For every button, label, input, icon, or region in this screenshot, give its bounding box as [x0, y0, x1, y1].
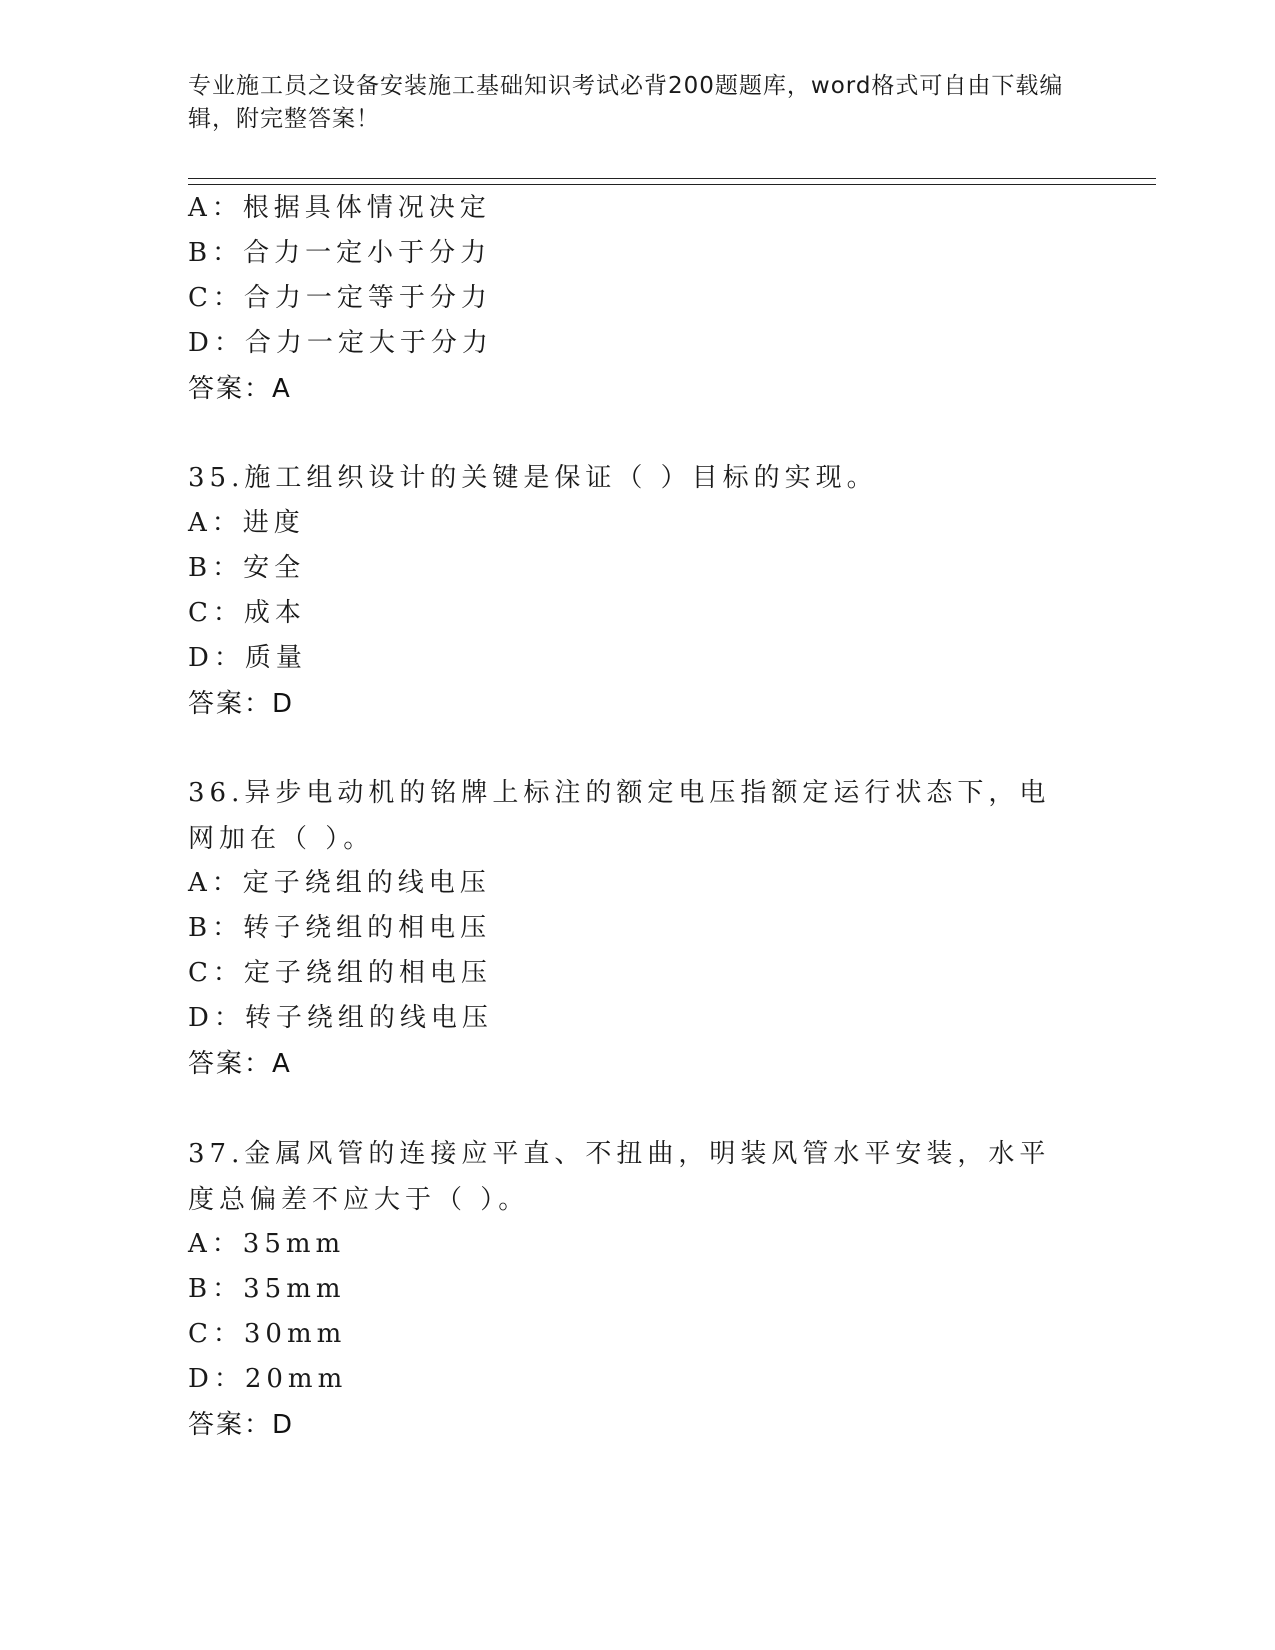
q37-option-b: B：35mm	[188, 1274, 346, 1304]
q34-option-d: D：合力一定大于分力	[188, 328, 493, 358]
q36-question: 36.异步电动机的铭牌上标注的额定电压指额定运行状态下，电网加在（ ）。	[188, 778, 1051, 854]
q37-option-a: A：35mm	[188, 1229, 346, 1259]
q36-option-b: B：转子绕组的相电压	[188, 913, 492, 943]
q35-option-b: B：安全	[188, 553, 306, 583]
q35-question: 35.施工组织设计的关键是保证（ ）目标的实现。	[188, 463, 878, 493]
q37-question: 37.金属风管的连接应平直、不扭曲，明装风管水平安装，水平度总偏差不应大于（ ）。	[188, 1139, 1051, 1215]
q36-option-a: A：定子绕组的线电压	[188, 868, 491, 898]
document-header: 专业施工员之设备安装施工基础知识考试必背200题题库，word格式可自由下载编辑，附完整答案！	[188, 73, 1064, 132]
q36-answer: 答案：A	[188, 1049, 292, 1079]
q36-option-c: C：定子绕组的相电压	[188, 958, 492, 988]
q35-option-c: C：成本	[188, 598, 306, 628]
q34-option-c: C：合力一定等于分力	[188, 283, 492, 313]
q34-answer: 答案：A	[188, 374, 292, 404]
q35-option-d: D：质量	[188, 643, 307, 673]
q37-answer: 答案：D	[188, 1410, 295, 1440]
q37-option-d: D：20mm	[188, 1364, 348, 1394]
q34-option-b: B：合力一定小于分力	[188, 238, 492, 268]
header-divider-bottom	[188, 184, 1156, 185]
q36-option-d: D：转子绕组的线电压	[188, 1003, 493, 1033]
q37-option-c: C：30mm	[188, 1319, 347, 1349]
q35-answer: 答案：D	[188, 689, 295, 719]
q34-option-a: A：根据具体情况决定	[188, 193, 491, 223]
header-divider-top	[188, 178, 1156, 179]
q35-option-a: A：进度	[188, 508, 305, 538]
